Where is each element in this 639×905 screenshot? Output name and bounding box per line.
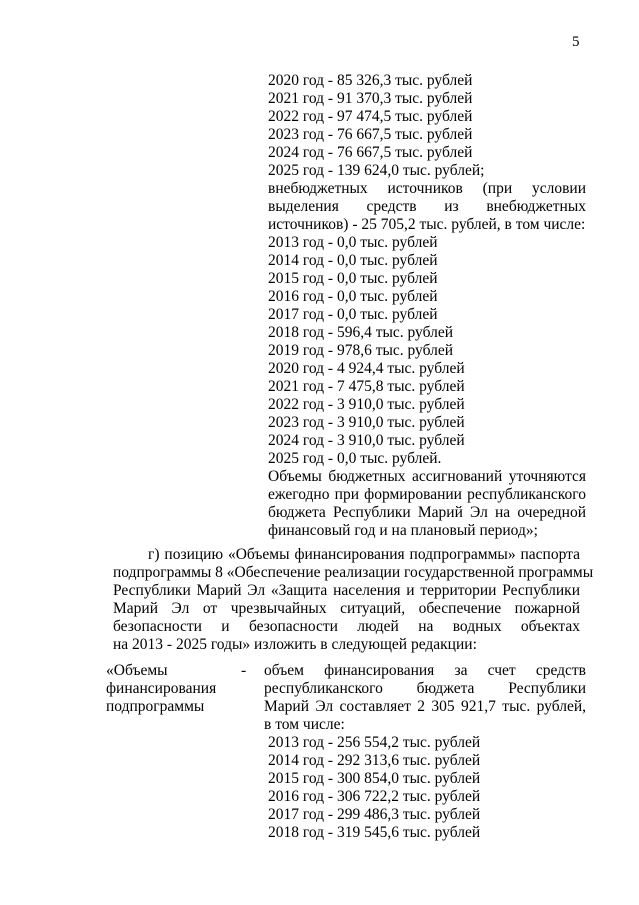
passport-row-dash: - (241, 662, 247, 679)
text-line: Марий Эл составляет 2 305 921,7 тыс. рублей, (264, 698, 586, 715)
list-item: 2021 год - 91 370,3 тыс. рублей (268, 90, 473, 107)
text-line: Объемы бюджетных ассигнований уточняются (268, 468, 586, 485)
list-item: 2014 год - 292 313,6 тыс. рублей (268, 752, 481, 769)
list-item: 2019 год - 978,6 тыс. рублей (268, 342, 454, 359)
list-item: 2016 год - 306 722,2 тыс. рублей (268, 788, 481, 805)
list-item: 2021 год - 7 475,8 тыс. рублей (268, 378, 465, 395)
text-line: подпрограммы 8 «Обеспечение реализации государственной программы (113, 564, 594, 581)
passport-row-label: финансирования (106, 680, 217, 697)
page-number: 5 (572, 34, 580, 50)
text-line: г) позицию «Объемы финансирования подпрограммы» паспорта (148, 546, 580, 563)
text-line: в том числе: (264, 716, 345, 733)
list-item: 2013 год - 256 554,2 тыс. рублей (268, 734, 481, 751)
text-line: выделения средств из внебюджетных (268, 198, 586, 215)
list-item: 2014 год - 0,0 тыс. рублей (268, 252, 438, 269)
list-item: 2017 год - 299 486,3 тыс. рублей (268, 806, 481, 823)
list-item: 2024 год - 76 667,5 тыс. рублей (268, 144, 473, 161)
list-item: 2023 год - 76 667,5 тыс. рублей (268, 126, 473, 143)
text-line: источников) - 25 705,2 тыс. рублей, в том числе: (268, 216, 586, 233)
list-item: 2013 год - 0,0 тыс. рублей (268, 234, 438, 251)
text-line: ежегодно при формировании республиканского (268, 486, 586, 503)
list-item: 2015 год - 0,0 тыс. рублей (268, 270, 438, 287)
list-item: 2022 год - 3 910,0 тыс. рублей (268, 396, 465, 413)
list-item: 2016 год - 0,0 тыс. рублей (268, 288, 438, 305)
text-line: финансовый год и на плановый период»; (268, 522, 538, 539)
list-item: 2025 год - 139 624,0 тыс. рублей; (268, 162, 485, 179)
list-item: 2018 год - 319 545,6 тыс. рублей (268, 824, 481, 841)
text-line: бюджета Республики Марий Эл на очередной (268, 504, 586, 521)
list-item: 2022 год - 97 474,5 тыс. рублей (268, 108, 473, 125)
text-line: внебюджетных источников (при условии (268, 180, 586, 197)
passport-row-label: «Объемы (106, 662, 168, 679)
list-item: 2020 год - 4 924,4 тыс. рублей (268, 360, 465, 377)
list-item: 2024 год - 3 910,0 тыс. рублей (268, 432, 465, 449)
list-item: 2018 год - 596,4 тыс. рублей (268, 324, 454, 341)
list-item: 2015 год - 300 854,0 тыс. рублей (268, 770, 481, 787)
text-line: Республики Марий Эл «Защита населения и территории Республики (113, 582, 580, 599)
text-line: Марий Эл от чрезвычайных ситуаций, обеспечение пожарной (113, 600, 580, 617)
text-line: безопасности и безопасности людей на водных объектах (113, 618, 580, 635)
list-item: 2023 год - 3 910,0 тыс. рублей (268, 414, 465, 431)
list-item: 2025 год - 0,0 тыс. рублей. (268, 450, 442, 467)
list-item: 2020 год - 85 326,3 тыс. рублей (268, 72, 473, 89)
text-line: объем финансирования за счет средств (264, 662, 586, 679)
text-line: республиканского бюджета Республики (264, 680, 586, 697)
text-line: на 2013 - 2025 годы» изложить в следующей редакции: (113, 636, 477, 653)
list-item: 2017 год - 0,0 тыс. рублей (268, 306, 438, 323)
passport-row-label: подпрограммы (106, 698, 205, 715)
